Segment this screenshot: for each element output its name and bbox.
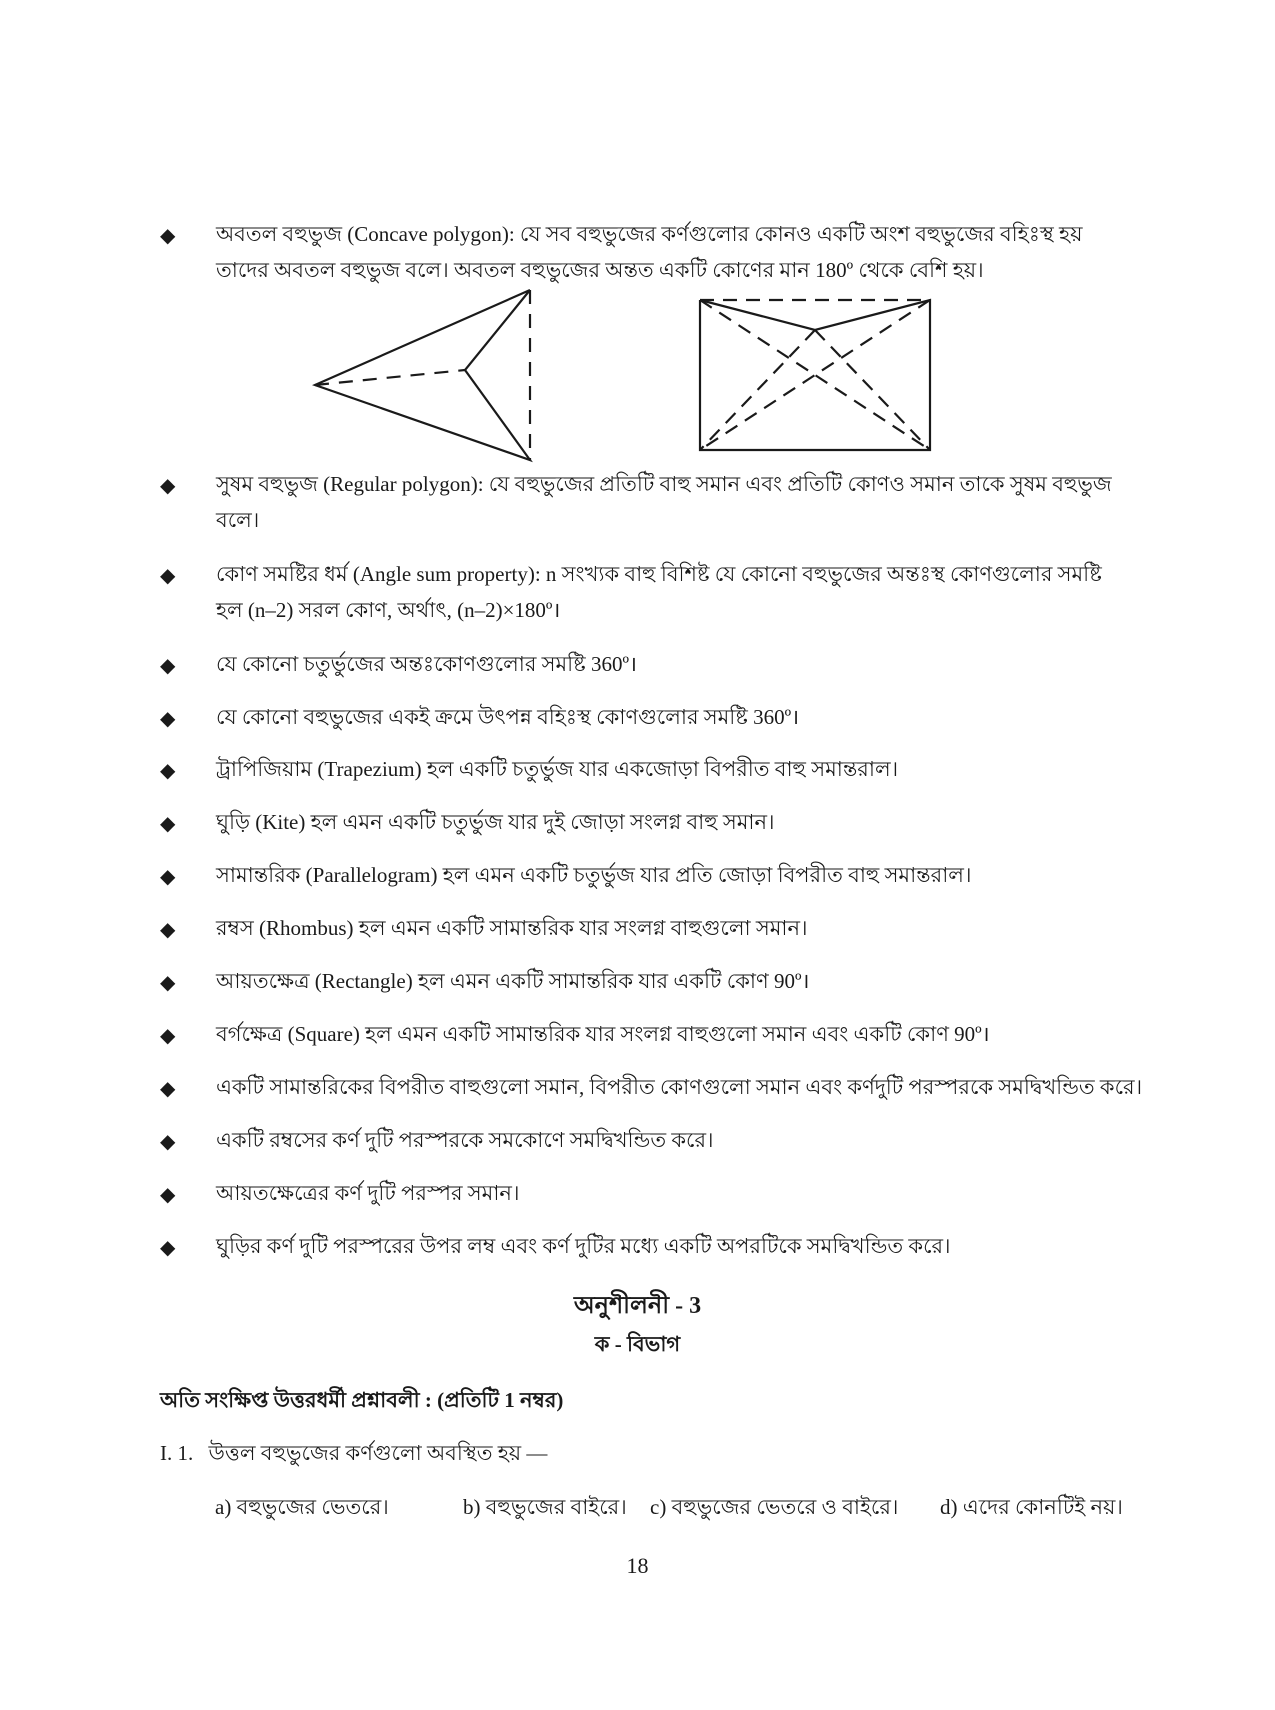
bullet-icon: ◆ [160, 758, 176, 782]
definition-text: একটি রম্বসের কর্ণ দুটি পরস্পরকে সমকোণে সমদ্বিখন্ডিত করে। [216, 1128, 714, 1152]
definition-text: ঘুড়ি (Kite) হল এমন একটি চতুর্ভুজ যার দুই জোড়া সংলগ্ন বাহু সমান। [216, 810, 775, 834]
diagonal-dashed-inner [315, 370, 465, 385]
bullet-icon: ◆ [160, 706, 176, 730]
definition-text: যে কোনো চতুর্ভুজের অন্তঃকোণগুলোর সমষ্টি 360º। [216, 652, 637, 676]
option-d: d) এদের কোনটিই নয়। [940, 1495, 1123, 1519]
bullet-icon: ◆ [160, 563, 176, 587]
concave-pentagon-figure [695, 285, 945, 455]
option-a: a) বহুভুজের ভেতরে। [215, 1495, 389, 1519]
definition-text: একটি সামান্তরিকের বিপরীত বাহুগুলো সমান, বিপরীত কোণগুলো সমান এবং কর্ণদুটি পরস্পরকে সমদ্বিখন্ডিত করে। [216, 1075, 1143, 1099]
bullet-icon: ◆ [160, 1182, 176, 1206]
bullet-icon: ◆ [160, 864, 176, 888]
question-text: উত্তল বহুভুজের কর্ণগুলো অবস্থিত হয় — [208, 1441, 548, 1465]
bullet-icon: ◆ [160, 1076, 176, 1100]
bullet-icon: ◆ [160, 1023, 176, 1047]
option-c: c) বহুভুজের ভেতরে ও বাইরে। [650, 1495, 899, 1519]
exercise-title: অনুশীলনী - 3 [573, 1293, 702, 1319]
question-number: I. 1. [160, 1441, 194, 1465]
definition-text: আয়তক্ষেত্রের কর্ণ দুটি পরস্পর সমান। [216, 1181, 520, 1205]
page-number: 18 [626, 1553, 649, 1578]
definition-text: বর্গক্ষেত্র (Square) হল এমন একটি সামান্তরিক যার সংলগ্ন বাহুগুলো সমান এবং একটি কোণ 90º। [216, 1022, 990, 1046]
exercise-subtitle: ক - বিভাগ [594, 1332, 681, 1356]
definition-text: তাদের অবতল বহুভুজ বলে। অবতল বহুভুজের অন্তত একটি কোণের মান 180º থেকে বেশি হয়। [216, 258, 984, 282]
definition-text: সুষম বহুভুজ (Regular polygon): যে বহুভুজের প্রতিটি বাহু সমান এবং প্রতিটি কোণও সমান তাকে সুষম বহুভুজ [216, 472, 1112, 496]
diagonal-dashed [815, 330, 930, 450]
bullet-icon: ◆ [160, 917, 176, 941]
bullet-icon: ◆ [160, 653, 176, 677]
definition-text: সামান্তরিক (Parallelogram) হল এমন একটি চতুর্ভুজ যার প্রতি জোড়া বিপরীত বাহু সমান্তরাল। [216, 863, 972, 887]
bullet-icon: ◆ [160, 970, 176, 994]
bullet-icon: ◆ [160, 811, 176, 835]
definition-text: কোণ সমষ্টির ধর্ম (Angle sum property): n সংখ্যক বাহু বিশিষ্ট যে কোনো বহুভুজের অন্তঃস্থ কোণগুলোর সমষ্টি [216, 562, 1102, 586]
definition-text: বলে। [216, 508, 260, 532]
definition-text: ট্রাপিজিয়াম (Trapezium) হল একটি চতুর্ভুজ যার একজোড়া বিপরীত বাহু সমান্তরাল। [216, 757, 899, 781]
definition-text: আয়তক্ষেত্র (Rectangle) হল এমন একটি সামান্তরিক যার একটি কোণ 90º। [216, 969, 810, 993]
definition-text: হল (n–2) সরল কোণ, অর্থাৎ, (n–2)×180º। [216, 598, 561, 622]
section-title: অতি সংক্ষিপ্ত উত্তরধর্মী প্রশ্নাবলী : (প্রতিটি 1 নম্বর) [160, 1388, 564, 1412]
diagonal-dashed [700, 330, 815, 450]
bullet-icon: ◆ [160, 223, 176, 247]
question-line [160, 1437, 547, 1472]
concave-quadrilateral-figure [300, 285, 540, 470]
definition-text: যে কোনো বহুভুজের একই ক্রমে উৎপন্ন বহিঃস্থ কোণগুলোর সমষ্টি 360º। [216, 705, 800, 729]
bullet-icon: ◆ [160, 1129, 176, 1153]
bullet-icon: ◆ [160, 1235, 176, 1259]
definition-text: ঘুড়ির কর্ণ দুটি পরস্পরের উপর লম্ব এবং কর্ণ দুটির মধ্যে একটি অপরটিকে সমদ্বিখন্ডিত করে। [216, 1234, 951, 1258]
option-b: b) বহুভুজের বাইরে। [463, 1495, 627, 1519]
definition-text: অবতল বহুভুজ (Concave polygon): যে সব বহুভুজের কর্ণগুলোর কোনও একটি অংশ বহুভুজের বহিঃস্থ হয় [216, 222, 1083, 246]
definition-text: রম্বস (Rhombus) হল এমন একটি সামান্তরিক যার সংলগ্ন বাহুগুলো সমান। [216, 916, 808, 940]
bullet-icon: ◆ [160, 473, 176, 497]
